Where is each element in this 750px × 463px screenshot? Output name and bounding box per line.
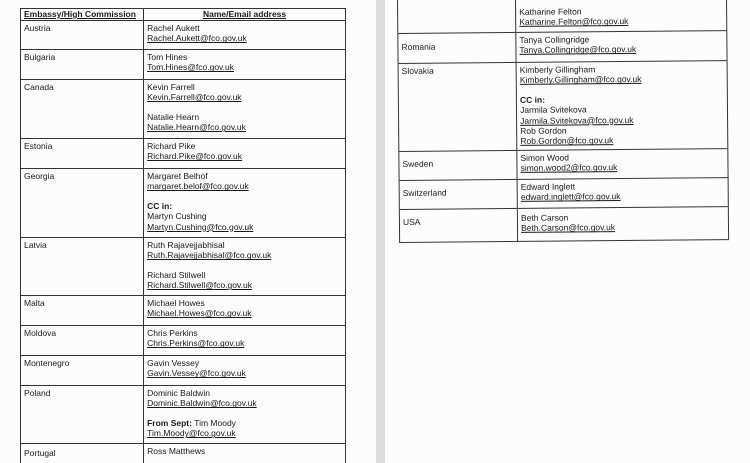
contact-cell <box>518 178 728 208</box>
contacts-table-left <box>20 8 346 463</box>
contact-name: Chris Perkins <box>147 328 198 338</box>
contact-cell <box>516 31 726 62</box>
email-link[interactable]: margaret.belof@fco.gov.uk <box>147 181 249 192</box>
contact-name: Tim Moody <box>194 417 236 428</box>
email-link[interactable]: Natalie.Hearn@fco.gov.uk <box>147 122 246 133</box>
country-cell: Canada <box>21 80 144 138</box>
contact-cell <box>517 61 728 150</box>
country-cell: Sweden <box>399 151 517 180</box>
contact-name: Kimberly Gillingham <box>519 64 596 75</box>
country-cell: Poland <box>21 386 144 443</box>
contact-cell <box>144 326 345 355</box>
email-link[interactable]: Martyn.Cushing@fco.gov.uk <box>147 221 254 232</box>
email-link[interactable]: Richard.Pike@fco.gov.uk <box>147 151 243 162</box>
table-row <box>21 296 345 326</box>
contact-cell <box>144 444 345 463</box>
contact-name: Jarmila Svitekova <box>520 104 587 116</box>
table-row <box>21 326 345 356</box>
email-link[interactable]: Kevin.Farrell@fco.gov.uk <box>147 92 242 103</box>
contact-cell <box>517 149 727 179</box>
contact-name: Rachel Aukett <box>147 23 200 33</box>
email-link[interactable]: simon.wood2@fco.gov.uk <box>520 162 618 174</box>
email-link[interactable]: Tom.Hines@fco.gov.uk <box>147 62 235 73</box>
email-link[interactable]: Katharine.Felton@fco.gov.uk <box>519 16 629 28</box>
email-link[interactable]: Gavin.Vessey@fco.gov.uk <box>147 368 246 379</box>
contact-name: Ruth Rajavejjabhisal <box>147 240 225 250</box>
contact-name: Tanya Collingridge <box>519 34 590 45</box>
email-link[interactable]: Chris.Perkins@fco.gov.uk <box>147 338 245 349</box>
table-row <box>400 178 728 210</box>
contact-name: Michael Howes <box>147 298 205 308</box>
country-cell: Bulgaria <box>21 50 144 79</box>
contact-name: Simon Wood <box>520 152 570 163</box>
contact-name: Edward Inglett <box>520 181 576 192</box>
email-link[interactable]: edward.inglett@fco.gov.uk <box>520 191 621 203</box>
cc-label: CC in: <box>519 94 546 105</box>
contact-cell <box>518 207 728 241</box>
contact-name: Richard Pike <box>147 141 196 151</box>
table-row <box>21 50 345 80</box>
contact-cell <box>144 139 345 168</box>
contact-cell <box>516 0 726 32</box>
table-row <box>21 444 345 463</box>
contact-cell <box>144 21 345 49</box>
header-contact: Name/Email address <box>202 9 287 19</box>
contact-name: Ross Matthews <box>147 446 206 456</box>
email-link[interactable]: Kimberly.Gillingham@fco.gov.uk <box>519 74 642 86</box>
from-sept-label: From Sept: <box>147 417 192 428</box>
country-cell: Austria <box>21 21 144 49</box>
contact-name: Gavin Vessey <box>147 358 200 368</box>
country-cell: Switzerland <box>400 180 518 209</box>
contact-cell <box>144 169 345 237</box>
table-row <box>21 139 345 169</box>
contact-name: Natalie Hearn <box>147 111 200 122</box>
contact-name: Martyn Cushing <box>147 211 207 222</box>
table-row <box>398 31 726 64</box>
country-cell: Malta <box>21 296 144 325</box>
email-link[interactable]: Richard.Stilwell@fco.gov.uk <box>147 280 252 291</box>
email-link[interactable]: Tanya.Collingridge@fco.gov.uk <box>519 44 637 56</box>
email-link[interactable]: Ruth.Rajavejjabhisal@fco.gov.uk <box>147 250 272 261</box>
country-cell: Estonia <box>21 139 144 168</box>
country-cell: Georgia <box>21 169 144 237</box>
country-cell: Montenegro <box>21 356 144 385</box>
contact-name: Richard Stilwell <box>147 269 206 280</box>
contact-name: Dominic Baldwin <box>147 388 210 398</box>
email-link[interactable]: Jarmila.Svitekova@fco.gov.uk <box>520 114 634 126</box>
country-cell: USA <box>400 209 518 242</box>
email-link[interactable]: Michael.Howes@fco.gov.uk <box>147 308 252 319</box>
table-row <box>21 169 345 238</box>
contact-name: Tom Hines <box>147 52 188 62</box>
cc-label: CC in: <box>147 200 173 211</box>
table-row <box>399 61 728 152</box>
email-link[interactable]: Beth.Carson@fco.gov.uk <box>521 222 616 234</box>
country-cell: Portugal <box>21 444 144 463</box>
contact-cell <box>144 238 345 295</box>
table-row <box>399 149 727 181</box>
contact-name: Margaret Belhof <box>147 171 208 181</box>
country-cell: Romania <box>398 33 516 63</box>
country-cell: Latvia <box>21 238 144 295</box>
table-row <box>21 356 345 386</box>
contact-cell <box>144 50 345 79</box>
table-row <box>400 207 728 243</box>
table-row <box>21 80 345 139</box>
contact-cell <box>144 356 345 385</box>
country-cell: Moldova <box>21 326 144 355</box>
table-row <box>21 386 345 444</box>
email-link[interactable]: Dominic.Baldwin@fco.gov.uk <box>147 398 257 409</box>
table-row <box>398 0 726 34</box>
contact-cell <box>144 296 345 325</box>
table-row <box>21 21 345 50</box>
email-link[interactable]: Rachel.Aukett@fco.gov.uk <box>147 33 247 44</box>
country-cell: Slovakia <box>399 63 518 151</box>
contact-name: Beth Carson <box>520 212 569 223</box>
country-cell <box>398 0 516 33</box>
contacts-table-right <box>397 0 729 243</box>
contact-name: Katharine Felton <box>519 6 582 17</box>
document-page-right <box>385 0 750 463</box>
header-country: Embassy/High Commission <box>21 9 144 20</box>
contact-name: Rob Gordon <box>520 125 567 136</box>
page-gutter <box>376 0 385 463</box>
contact-cell <box>144 80 345 138</box>
table-header-row <box>21 9 345 21</box>
contact-cell <box>144 386 345 443</box>
email-link[interactable]: Rob.Gordon@fco.gov.uk <box>520 135 614 147</box>
email-link[interactable]: Tim.Moody@fco.gov.uk <box>147 428 236 439</box>
contact-name: Kevin Farrell <box>147 82 195 92</box>
table-row <box>21 238 345 296</box>
